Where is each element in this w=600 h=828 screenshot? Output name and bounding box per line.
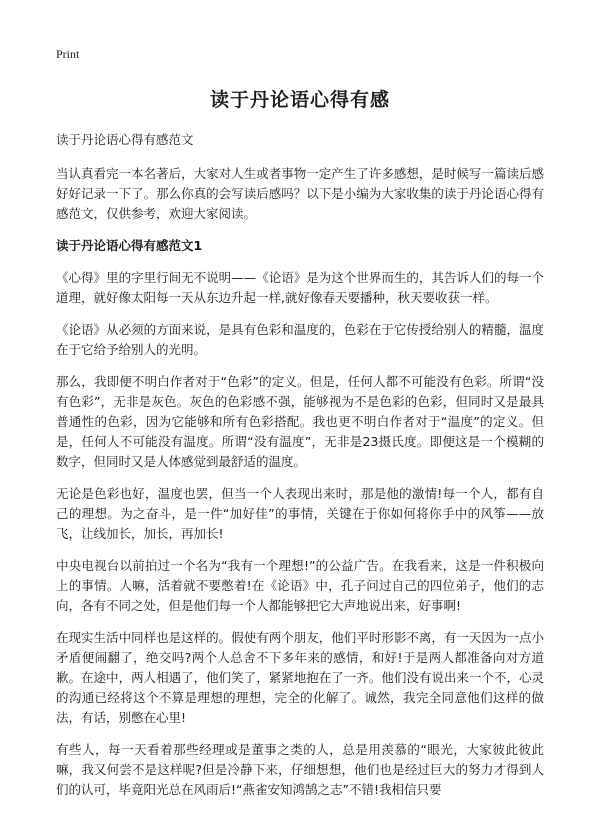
section-heading: 读于丹论语心得有感范文1 bbox=[56, 238, 203, 253]
body-paragraph-1: 《心得》里的字里行间无不说明——《论语》是为这个世界而生的，其告诉人们的每一个道理，就好像太阳每一天从东边升起一样,就好像春天要播种，秋天要收获一样。 bbox=[56, 270, 544, 305]
article-subtitle: 读于丹论语心得有感范文 bbox=[56, 132, 194, 147]
intro-paragraph: 当认真看完一本名著后，大家对人生或者事物一定产生了许多感想，是时候写一篇读后感好好记录一下了。那么你真的会写读后感吗？以下是小编为大家收集的读于丹论语心得有感范文，仅供参考，欢迎大家阅读。 bbox=[56, 166, 544, 221]
body-paragraph-2: 《论语》从必须的方面来说，是具有色彩和温度的，色彩在于它传授给别人的精髓，温度在于它给予给别人的光明。 bbox=[56, 322, 544, 357]
print-link[interactable]: Print bbox=[56, 47, 80, 61]
page-title: 读于丹论语心得有感 bbox=[209, 89, 390, 111]
body-paragraph-3: 那么，我即便不明白作者对于“色彩”的定义。但是，任何人都不可能没有色彩。所谓“没有色彩”，无非是灰色。灰色的色彩感不强，能够视为不是色彩的色彩，但同时又是最具普通性的色彩，因为它能够和所有色彩搭配。我也更不明白作者对于“温度”的定义。但是，任何人不可能没有温度。所谓“没有温度”，无非是23摄氏度。即便这是一个模糊的数字，但同时又是人体感觉到最舒适的温度。 bbox=[56, 374, 544, 469]
body-paragraph-6: 在现实生活中同样也是这样的。假使有两个朋友，他们平时形影不离，有一天因为一点小矛盾便闹翻了，绝交吗?两个人总舍不下多年来的感情，和好!于是两人都准备向对方道歉。在途中，两人相遇了，他们笑了，紧紧地抱在了一齐。他们没有说出来一个不，心灵的沟通已经将这个不算是理想的理想，完全的化解了。诚然，我完全同意他们这样的做法，有话，别憋在心里! bbox=[56, 630, 544, 725]
body-paragraph-4: 无论是色彩也好，温度也罢，但当一个人表现出来时，那是他的激情!每一个人，都有自己的理想。为之奋斗，是一件“加好佳”的事情，关键在于你如何将你手中的风筝——放飞，让线加长，加长，再加长! bbox=[56, 486, 544, 541]
body-paragraph-5: 中央电视台以前拍过一个名为“我有一个理想!”的公益广告。在我看来，这是一件积极向上的事情。人嘛，活着就不要憋着!在《论语》中，孔子问过自己的四位弟子，他们的志向，各有不同之处，但是他们每一个人都能够把它大声地说出来，好事啊! bbox=[56, 558, 544, 613]
body-paragraph-7: 有些人，每一天看着那些经理或是董事之类的人，总是用羡慕的“眼光，大家彼此彼此嘛，我又何尝不是这样呢?但是冷静下来，仔细想想，他们也是经过巨大的努力才得到人们的认可，毕竟阳光总在风雨后!“燕雀安知鸿鹄之志”不错!我相信只要 bbox=[56, 742, 544, 797]
